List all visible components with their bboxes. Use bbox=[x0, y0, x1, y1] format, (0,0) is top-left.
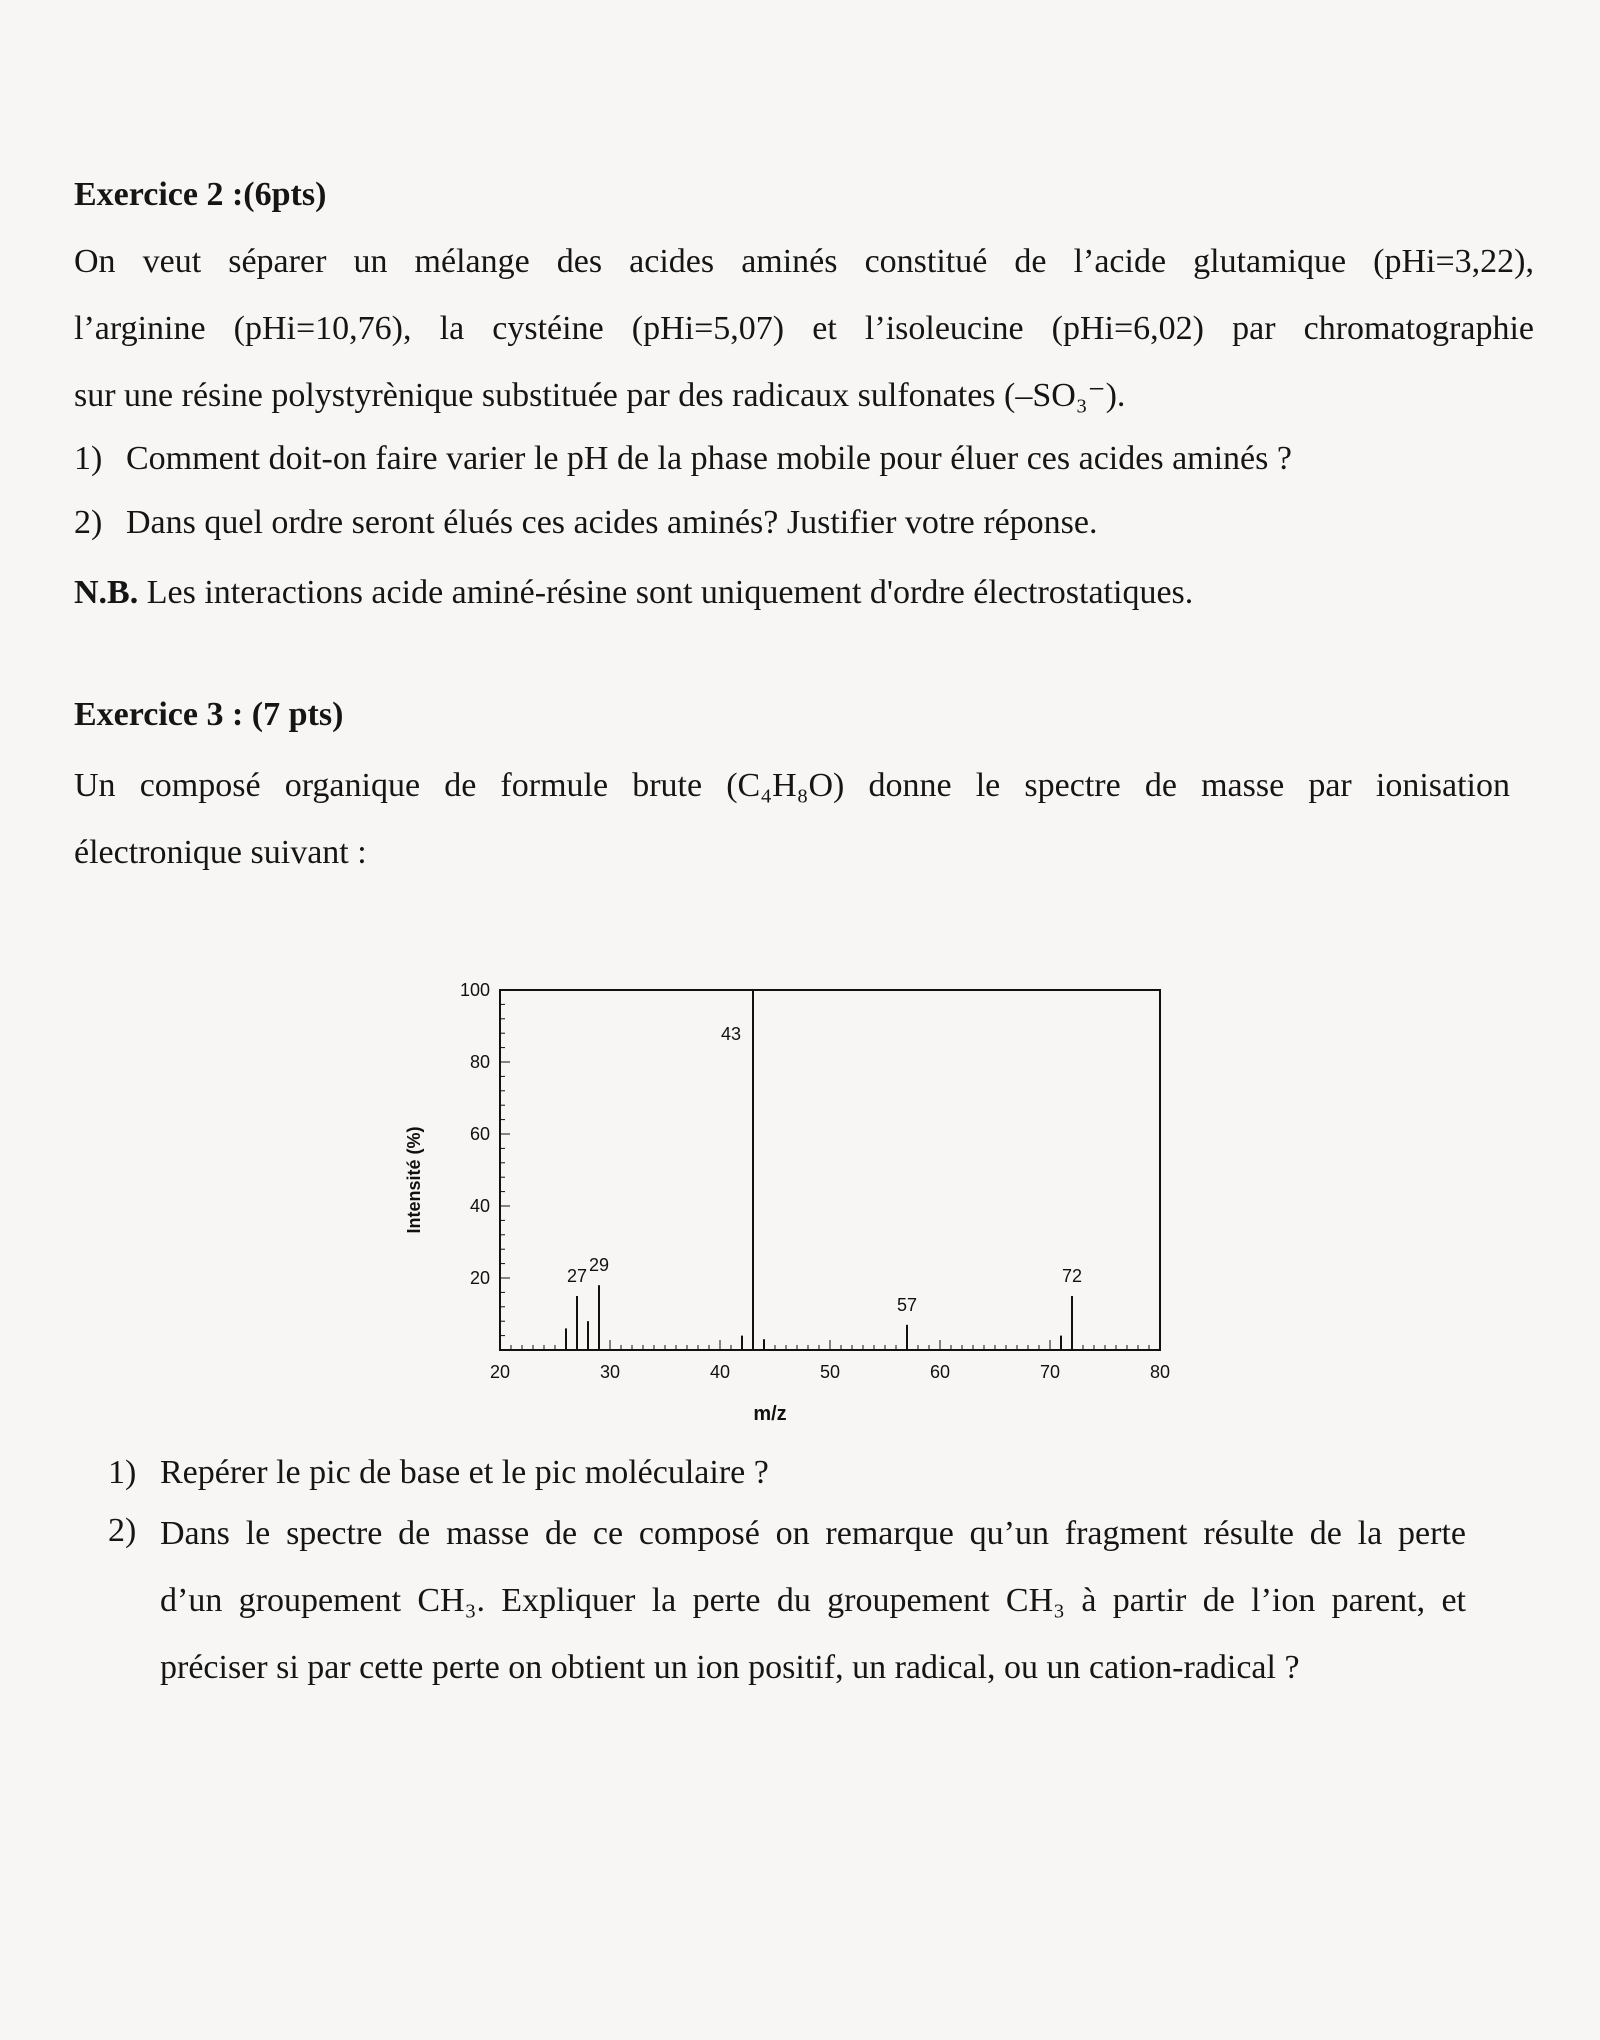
x-tick-label: 80 bbox=[1149, 1362, 1171, 1382]
exercise-2-question-2 bbox=[74, 504, 1098, 542]
question-line: Dans le spectre de masse de ce composé on remarque qu’un fragment résulte de la perte bbox=[160, 1515, 1466, 1552]
intro-line: électronique suivant : bbox=[74, 834, 367, 871]
question-number: 1) bbox=[74, 440, 103, 477]
question-number: 1) bbox=[108, 1454, 137, 1491]
question-number: 2) bbox=[74, 504, 103, 541]
peak-label-72: 72 bbox=[1061, 1266, 1083, 1286]
y-tick-label: 40 bbox=[469, 1196, 490, 1216]
x-tick-label: 20 bbox=[489, 1362, 511, 1382]
exercise-3-title: Exercice 3 : (7 pts) bbox=[74, 696, 344, 733]
x-tick-label: 30 bbox=[599, 1362, 621, 1382]
x-tick-label: 70 bbox=[1039, 1362, 1061, 1382]
y-axis-label: Intensité (%) bbox=[404, 1126, 424, 1234]
exercise-2-note bbox=[74, 574, 1193, 612]
mass-spectrum-chart bbox=[390, 960, 1180, 1440]
y-tick-label: 80 bbox=[469, 1052, 490, 1072]
exercise-3-question-2-number: 2) bbox=[108, 1512, 137, 1549]
peak-label-43: 43 bbox=[720, 1024, 742, 1044]
y-tick-label: 20 bbox=[469, 1268, 490, 1288]
exercise-2-title: Exercice 2 :(6pts) bbox=[74, 176, 327, 213]
x-axis-label: m/z bbox=[753, 1403, 787, 1425]
intro-line: sur une résine polystyrènique substituée par des radicaux sulfonates (–SO₃⁻). bbox=[74, 377, 1126, 414]
exercise-2-question-1 bbox=[74, 440, 1292, 478]
note-label: N.B. bbox=[74, 574, 139, 611]
x-tick-label: 60 bbox=[929, 1362, 951, 1382]
intro-line: l’arginine (pHi=10,76), la cystéine (pHi=5,07) et l’isoleucine (pHi=6,02) par chromatographie bbox=[74, 310, 1534, 347]
question-text: Dans quel ordre seront élués ces acides aminés? Justifier votre réponse. bbox=[126, 504, 1098, 541]
peak-label-57: 57 bbox=[896, 1294, 918, 1315]
exercise-3-intro bbox=[74, 752, 1510, 886]
peak-label-27: 27 bbox=[566, 1266, 588, 1286]
intro-line: Un composé organique de formule brute (C₄H₈O) donne le spectre de masse par ionisation bbox=[74, 767, 1510, 804]
x-tick-label: 50 bbox=[819, 1362, 841, 1382]
exercise-3-question-1 bbox=[108, 1454, 769, 1492]
question-line: préciser si par cette perte on obtient un ion positif, un radical, ou un cation-radical ? bbox=[160, 1649, 1300, 1686]
x-tick-label: 40 bbox=[709, 1362, 731, 1382]
question-text: Repérer le pic de base et le pic moléculaire ? bbox=[160, 1454, 769, 1491]
exercise-3-question-2 bbox=[160, 1500, 1466, 1701]
y-tick-label: 60 bbox=[469, 1124, 490, 1144]
note-text: Les interactions acide aminé-résine sont uniquement d'ordre électrostatiques. bbox=[138, 574, 1194, 611]
exercise-2-intro bbox=[74, 228, 1534, 429]
peak-label-29: 29 bbox=[588, 1255, 610, 1276]
question-line: d’un groupement CH₃. Expliquer la perte du groupement CH₃ à partir de l’ion parent, et bbox=[160, 1582, 1466, 1619]
intro-line: On veut séparer un mélange des acides aminés constitué de l’acide glutamique (pHi=3,22), bbox=[74, 243, 1534, 280]
y-tick-label: 100 bbox=[459, 980, 490, 1000]
question-text: Comment doit-on faire varier le pH de la phase mobile pour éluer ces acides aminés ? bbox=[126, 440, 1292, 477]
